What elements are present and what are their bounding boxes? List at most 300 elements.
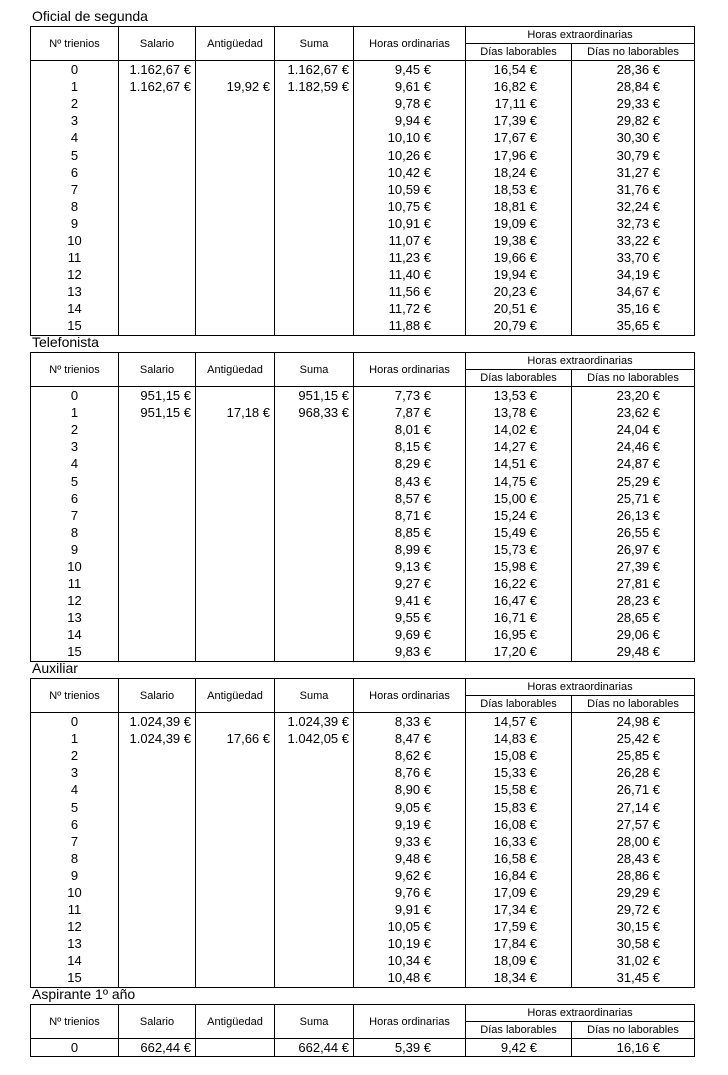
cell-salario <box>119 592 196 609</box>
table-row <box>31 935 695 952</box>
cell-dias-laborables: 16,47 € <box>466 592 572 609</box>
cell-antiguedad <box>196 969 275 987</box>
table-row <box>31 146 695 163</box>
cell-dias-no-laborables: 35,16 € <box>572 300 695 317</box>
cell-suma <box>275 558 354 575</box>
table-row <box>31 387 695 405</box>
cell-dias-laborables: 14,83 € <box>466 730 572 747</box>
cell-trienios: 9 <box>31 541 119 558</box>
cell-salario: 951,15 € <box>119 387 196 405</box>
cell-dias-no-laborables: 25,29 € <box>572 472 695 489</box>
table-row <box>31 472 695 489</box>
cell-trienios: 9 <box>31 867 119 884</box>
cell-horas-ordinarias: 8,47 € <box>354 730 466 747</box>
cell-antiguedad <box>196 764 275 781</box>
cell-dias-no-laborables: 24,04 € <box>572 421 695 438</box>
col-header-horas-extraordinarias: Horas extraordinarias <box>466 27 695 44</box>
cell-trienios: 1 <box>31 730 119 747</box>
table-row <box>31 969 695 987</box>
cell-dias-no-laborables: 26,71 € <box>572 781 695 798</box>
table-row <box>31 764 695 781</box>
cell-trienios: 2 <box>31 95 119 112</box>
cell-antiguedad <box>196 609 275 626</box>
cell-antiguedad <box>196 867 275 884</box>
cell-salario <box>119 421 196 438</box>
cell-horas-ordinarias: 7,73 € <box>354 387 466 405</box>
table-row <box>31 232 695 249</box>
cell-trienios: 1 <box>31 78 119 95</box>
cell-dias-laborables: 15,24 € <box>466 507 572 524</box>
cell-horas-ordinarias: 10,59 € <box>354 181 466 198</box>
cell-antiguedad: 19,92 € <box>196 78 275 95</box>
table-row <box>31 643 695 661</box>
table-row <box>31 404 695 421</box>
cell-suma <box>275 747 354 764</box>
cell-dias-no-laborables: 25,85 € <box>572 747 695 764</box>
cell-suma <box>275 164 354 181</box>
cell-salario <box>119 283 196 300</box>
cell-suma: 1.042,05 € <box>275 730 354 747</box>
cell-dias-no-laborables: 27,14 € <box>572 798 695 815</box>
header-row <box>31 353 695 370</box>
cell-trienios: 10 <box>31 884 119 901</box>
cell-antiguedad <box>196 884 275 901</box>
cell-dias-laborables: 16,22 € <box>466 575 572 592</box>
cell-dias-no-laborables: 24,98 € <box>572 713 695 731</box>
cell-antiguedad: 17,18 € <box>196 404 275 421</box>
cell-trienios: 12 <box>31 918 119 935</box>
cell-salario <box>119 507 196 524</box>
salary-table <box>30 352 695 662</box>
cell-suma <box>275 524 354 541</box>
table-row <box>31 164 695 181</box>
cell-horas-ordinarias: 7,87 € <box>354 404 466 421</box>
cell-salario: 951,15 € <box>119 404 196 421</box>
cell-suma <box>275 935 354 952</box>
cell-suma <box>275 850 354 867</box>
cell-antiguedad <box>196 643 275 661</box>
cell-dias-no-laborables: 30,30 € <box>572 129 695 146</box>
cell-trienios: 2 <box>31 421 119 438</box>
cell-trienios: 0 <box>31 713 119 731</box>
table-row <box>31 78 695 95</box>
col-header-dias-no-laborables: Días no laborables <box>572 696 695 713</box>
cell-trienios: 5 <box>31 472 119 489</box>
cell-salario <box>119 558 196 575</box>
cell-dias-no-laborables: 29,29 € <box>572 884 695 901</box>
table-row <box>31 1039 695 1057</box>
table-row <box>31 781 695 798</box>
cell-salario <box>119 918 196 935</box>
col-header-trienios: Nº trienios <box>31 1005 119 1039</box>
table-row <box>31 952 695 969</box>
table-row <box>31 901 695 918</box>
cell-dias-laborables: 14,02 € <box>466 421 572 438</box>
cell-horas-ordinarias: 9,27 € <box>354 575 466 592</box>
cell-salario <box>119 764 196 781</box>
cell-salario <box>119 317 196 335</box>
cell-trienios: 3 <box>31 438 119 455</box>
table-row <box>31 524 695 541</box>
cell-dias-laborables: 19,38 € <box>466 232 572 249</box>
cell-dias-laborables: 15,08 € <box>466 747 572 764</box>
cell-horas-ordinarias: 8,99 € <box>354 541 466 558</box>
col-header-salario: Salario <box>119 679 196 713</box>
cell-dias-laborables: 19,09 € <box>466 215 572 232</box>
table-row <box>31 609 695 626</box>
cell-horas-ordinarias: 10,19 € <box>354 935 466 952</box>
cell-salario <box>119 747 196 764</box>
col-header-suma: Suma <box>275 1005 354 1039</box>
cell-antiguedad <box>196 626 275 643</box>
cell-antiguedad <box>196 541 275 558</box>
cell-dias-laborables: 20,51 € <box>466 300 572 317</box>
col-header-horas-extraordinarias: Horas extraordinarias <box>466 1005 695 1022</box>
col-header-dias-no-laborables: Días no laborables <box>572 370 695 387</box>
cell-dias-no-laborables: 28,00 € <box>572 833 695 850</box>
cell-horas-ordinarias: 8,71 € <box>354 507 466 524</box>
table-row <box>31 850 695 867</box>
cell-suma <box>275 901 354 918</box>
cell-trienios: 7 <box>31 507 119 524</box>
cell-suma <box>275 833 354 850</box>
col-header-trienios: Nº trienios <box>31 353 119 387</box>
cell-salario <box>119 112 196 129</box>
cell-dias-no-laborables: 30,58 € <box>572 935 695 952</box>
cell-dias-laborables: 18,53 € <box>466 181 572 198</box>
header-row <box>31 1005 695 1022</box>
cell-suma <box>275 300 354 317</box>
cell-horas-ordinarias: 8,15 € <box>354 438 466 455</box>
table-row <box>31 713 695 731</box>
cell-dias-laborables: 17,96 € <box>466 146 572 163</box>
cell-salario <box>119 181 196 198</box>
salary-table <box>30 678 695 988</box>
cell-suma <box>275 969 354 987</box>
col-header-dias-laborables: Días laborables <box>466 44 572 61</box>
cell-antiguedad <box>196 181 275 198</box>
cell-dias-no-laborables: 26,13 € <box>572 507 695 524</box>
cell-dias-laborables: 20,79 € <box>466 317 572 335</box>
cell-antiguedad <box>196 266 275 283</box>
col-header-antiguedad: Antigüedad <box>196 1005 275 1039</box>
cell-antiguedad <box>196 95 275 112</box>
table-row <box>31 575 695 592</box>
cell-dias-laborables: 17,59 € <box>466 918 572 935</box>
cell-dias-no-laborables: 33,70 € <box>572 249 695 266</box>
cell-dias-no-laborables: 33,22 € <box>572 232 695 249</box>
table-row <box>31 626 695 643</box>
cell-antiguedad <box>196 438 275 455</box>
cell-suma <box>275 421 354 438</box>
cell-trienios: 6 <box>31 490 119 507</box>
cell-horas-ordinarias: 8,29 € <box>354 455 466 472</box>
cell-horas-ordinarias: 9,05 € <box>354 798 466 815</box>
cell-dias-laborables: 17,11 € <box>466 95 572 112</box>
cell-dias-laborables: 16,33 € <box>466 833 572 850</box>
cell-suma <box>275 438 354 455</box>
col-header-horas-extraordinarias: Horas extraordinarias <box>466 353 695 370</box>
cell-horas-ordinarias: 11,23 € <box>354 249 466 266</box>
cell-dias-laborables: 15,33 € <box>466 764 572 781</box>
cell-antiguedad <box>196 164 275 181</box>
cell-salario <box>119 95 196 112</box>
section-title: Telefonista <box>32 334 99 350</box>
cell-dias-no-laborables: 26,28 € <box>572 764 695 781</box>
cell-dias-no-laborables: 25,71 € <box>572 490 695 507</box>
cell-suma <box>275 215 354 232</box>
cell-suma <box>275 283 354 300</box>
cell-antiguedad <box>196 935 275 952</box>
cell-horas-ordinarias: 11,56 € <box>354 283 466 300</box>
col-header-salario: Salario <box>119 27 196 61</box>
cell-dias-laborables: 16,95 € <box>466 626 572 643</box>
cell-dias-no-laborables: 28,86 € <box>572 867 695 884</box>
cell-horas-ordinarias: 8,33 € <box>354 713 466 731</box>
cell-dias-no-laborables: 29,72 € <box>572 901 695 918</box>
cell-dias-laborables: 16,71 € <box>466 609 572 626</box>
cell-antiguedad <box>196 490 275 507</box>
cell-antiguedad <box>196 798 275 815</box>
cell-horas-ordinarias: 10,26 € <box>354 146 466 163</box>
cell-horas-ordinarias: 10,42 € <box>354 164 466 181</box>
cell-trienios: 14 <box>31 952 119 969</box>
cell-dias-no-laborables: 29,06 € <box>572 626 695 643</box>
cell-salario <box>119 850 196 867</box>
table-row <box>31 592 695 609</box>
cell-horas-ordinarias: 9,76 € <box>354 884 466 901</box>
cell-horas-ordinarias: 5,39 € <box>354 1039 466 1057</box>
col-header-suma: Suma <box>275 353 354 387</box>
cell-horas-ordinarias: 10,91 € <box>354 215 466 232</box>
cell-antiguedad <box>196 198 275 215</box>
cell-trienios: 5 <box>31 798 119 815</box>
cell-trienios: 7 <box>31 181 119 198</box>
cell-dias-laborables: 17,39 € <box>466 112 572 129</box>
cell-horas-ordinarias: 9,78 € <box>354 95 466 112</box>
cell-horas-ordinarias: 9,19 € <box>354 816 466 833</box>
cell-dias-no-laborables: 34,67 € <box>572 283 695 300</box>
cell-suma <box>275 266 354 283</box>
cell-salario <box>119 935 196 952</box>
cell-horas-ordinarias: 8,62 € <box>354 747 466 764</box>
section-title: Oficial de segunda <box>32 8 148 24</box>
cell-suma: 951,15 € <box>275 387 354 405</box>
table-row <box>31 249 695 266</box>
cell-trienios: 0 <box>31 387 119 405</box>
table-row <box>31 112 695 129</box>
cell-dias-no-laborables: 27,57 € <box>572 816 695 833</box>
cell-suma <box>275 317 354 335</box>
cell-trienios: 4 <box>31 129 119 146</box>
cell-suma <box>275 816 354 833</box>
cell-salario: 1.162,67 € <box>119 61 196 79</box>
cell-trienios: 13 <box>31 935 119 952</box>
table-row <box>31 884 695 901</box>
cell-horas-ordinarias: 11,72 € <box>354 300 466 317</box>
cell-suma <box>275 112 354 129</box>
col-header-suma: Suma <box>275 27 354 61</box>
cell-antiguedad <box>196 816 275 833</box>
cell-antiguedad <box>196 781 275 798</box>
cell-antiguedad <box>196 524 275 541</box>
cell-trienios: 11 <box>31 575 119 592</box>
cell-salario: 1.024,39 € <box>119 713 196 731</box>
cell-horas-ordinarias: 9,94 € <box>354 112 466 129</box>
cell-salario <box>119 969 196 987</box>
cell-suma <box>275 764 354 781</box>
cell-dias-laborables: 18,34 € <box>466 969 572 987</box>
cell-suma <box>275 952 354 969</box>
table-row <box>31 61 695 79</box>
cell-dias-no-laborables: 30,15 € <box>572 918 695 935</box>
cell-suma <box>275 249 354 266</box>
cell-dias-laborables: 16,82 € <box>466 78 572 95</box>
cell-antiguedad <box>196 61 275 79</box>
cell-dias-no-laborables: 26,55 € <box>572 524 695 541</box>
cell-dias-laborables: 14,57 € <box>466 713 572 731</box>
cell-suma <box>275 198 354 215</box>
cell-salario <box>119 884 196 901</box>
col-header-horas-ordinarias: Horas ordinarias <box>354 27 466 61</box>
cell-dias-laborables: 13,53 € <box>466 387 572 405</box>
col-header-trienios: Nº trienios <box>31 27 119 61</box>
cell-horas-ordinarias: 11,07 € <box>354 232 466 249</box>
cell-dias-no-laborables: 35,65 € <box>572 317 695 335</box>
cell-trienios: 5 <box>31 146 119 163</box>
cell-antiguedad <box>196 112 275 129</box>
cell-antiguedad <box>196 507 275 524</box>
cell-salario <box>119 490 196 507</box>
col-header-antiguedad: Antigüedad <box>196 353 275 387</box>
cell-dias-no-laborables: 29,33 € <box>572 95 695 112</box>
cell-horas-ordinarias: 9,91 € <box>354 901 466 918</box>
cell-trienios: 14 <box>31 626 119 643</box>
cell-salario <box>119 266 196 283</box>
table-row <box>31 421 695 438</box>
cell-trienios: 8 <box>31 850 119 867</box>
cell-trienios: 8 <box>31 524 119 541</box>
cell-antiguedad <box>196 592 275 609</box>
cell-salario <box>119 215 196 232</box>
cell-dias-laborables: 19,66 € <box>466 249 572 266</box>
cell-antiguedad <box>196 129 275 146</box>
cell-antiguedad <box>196 300 275 317</box>
cell-suma <box>275 643 354 661</box>
cell-dias-laborables: 19,94 € <box>466 266 572 283</box>
cell-salario <box>119 164 196 181</box>
cell-horas-ordinarias: 10,10 € <box>354 129 466 146</box>
cell-dias-no-laborables: 28,36 € <box>572 61 695 79</box>
salary-table <box>30 1004 695 1057</box>
cell-horas-ordinarias: 11,88 € <box>354 317 466 335</box>
cell-trienios: 13 <box>31 283 119 300</box>
cell-trienios: 7 <box>31 833 119 850</box>
cell-dias-no-laborables: 24,87 € <box>572 455 695 472</box>
col-header-dias-laborables: Días laborables <box>466 1022 572 1039</box>
cell-horas-ordinarias: 9,69 € <box>354 626 466 643</box>
cell-suma <box>275 798 354 815</box>
cell-trienios: 15 <box>31 317 119 335</box>
col-header-horas-extraordinarias: Horas extraordinarias <box>466 679 695 696</box>
cell-suma: 1.024,39 € <box>275 713 354 731</box>
cell-dias-laborables: 15,73 € <box>466 541 572 558</box>
cell-dias-no-laborables: 31,27 € <box>572 164 695 181</box>
cell-dias-no-laborables: 30,79 € <box>572 146 695 163</box>
cell-trienios: 2 <box>31 747 119 764</box>
cell-salario <box>119 438 196 455</box>
cell-dias-no-laborables: 31,02 € <box>572 952 695 969</box>
cell-salario <box>119 524 196 541</box>
cell-salario <box>119 300 196 317</box>
cell-salario <box>119 781 196 798</box>
cell-horas-ordinarias: 9,45 € <box>354 61 466 79</box>
cell-trienios: 10 <box>31 232 119 249</box>
table-row <box>31 215 695 232</box>
cell-horas-ordinarias: 10,75 € <box>354 198 466 215</box>
cell-trienios: 0 <box>31 61 119 79</box>
cell-suma <box>275 95 354 112</box>
table-row <box>31 918 695 935</box>
cell-dias-no-laborables: 29,82 € <box>572 112 695 129</box>
table-row <box>31 747 695 764</box>
cell-dias-laborables: 17,84 € <box>466 935 572 952</box>
cell-horas-ordinarias: 9,13 € <box>354 558 466 575</box>
cell-antiguedad <box>196 558 275 575</box>
cell-antiguedad <box>196 283 275 300</box>
cell-salario <box>119 198 196 215</box>
col-header-salario: Salario <box>119 353 196 387</box>
cell-dias-no-laborables: 28,65 € <box>572 609 695 626</box>
cell-antiguedad <box>196 747 275 764</box>
cell-dias-laborables: 14,75 € <box>466 472 572 489</box>
col-header-dias-no-laborables: Días no laborables <box>572 44 695 61</box>
cell-suma <box>275 867 354 884</box>
cell-suma <box>275 541 354 558</box>
cell-horas-ordinarias: 10,34 € <box>354 952 466 969</box>
cell-salario <box>119 232 196 249</box>
cell-horas-ordinarias: 8,01 € <box>354 421 466 438</box>
cell-suma <box>275 781 354 798</box>
cell-dias-laborables: 15,00 € <box>466 490 572 507</box>
cell-suma <box>275 146 354 163</box>
cell-dias-laborables: 15,58 € <box>466 781 572 798</box>
table-row <box>31 507 695 524</box>
table-row <box>31 558 695 575</box>
cell-dias-laborables: 14,27 € <box>466 438 572 455</box>
col-header-dias-laborables: Días laborables <box>466 696 572 713</box>
table-row <box>31 730 695 747</box>
cell-dias-laborables: 20,23 € <box>466 283 572 300</box>
cell-trienios: 13 <box>31 609 119 626</box>
cell-dias-laborables: 16,58 € <box>466 850 572 867</box>
cell-dias-no-laborables: 31,76 € <box>572 181 695 198</box>
table-row <box>31 129 695 146</box>
header-row <box>31 27 695 44</box>
cell-antiguedad <box>196 952 275 969</box>
cell-dias-no-laborables: 23,62 € <box>572 404 695 421</box>
cell-horas-ordinarias: 9,83 € <box>354 643 466 661</box>
table-row <box>31 317 695 335</box>
cell-antiguedad <box>196 455 275 472</box>
cell-dias-no-laborables: 34,19 € <box>572 266 695 283</box>
cell-trienios: 11 <box>31 901 119 918</box>
cell-dias-no-laborables: 32,24 € <box>572 198 695 215</box>
cell-dias-no-laborables: 16,16 € <box>572 1039 695 1057</box>
table-row <box>31 181 695 198</box>
cell-antiguedad <box>196 387 275 405</box>
cell-horas-ordinarias: 9,41 € <box>354 592 466 609</box>
